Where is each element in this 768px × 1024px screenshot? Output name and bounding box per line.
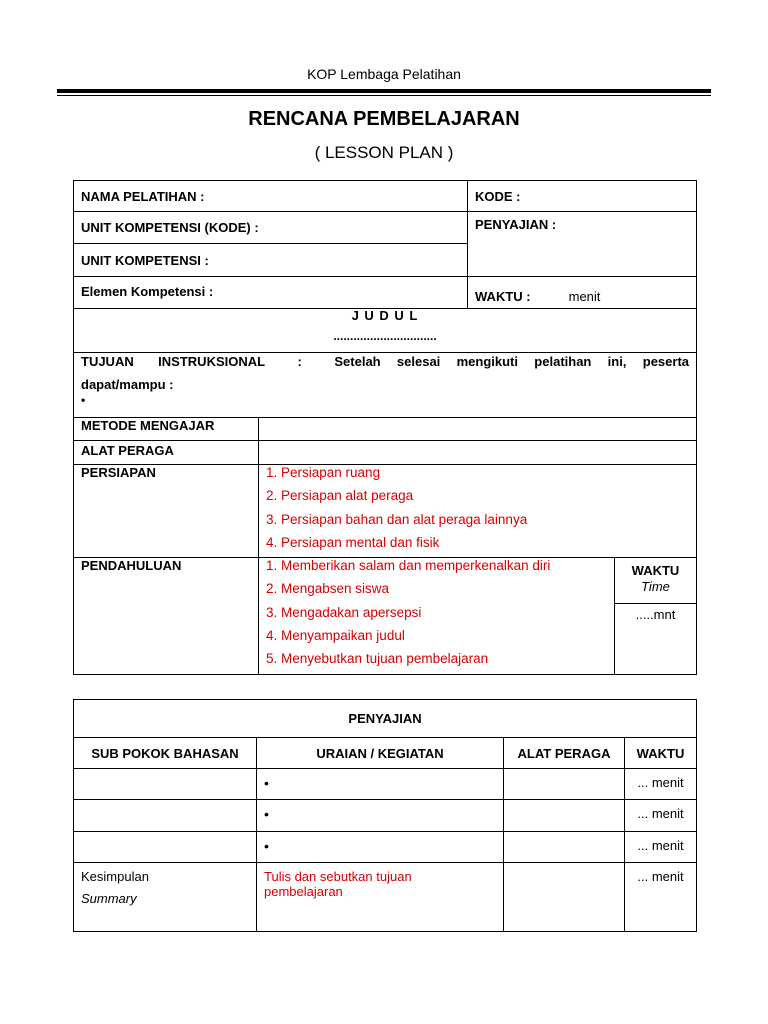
lesson-plan-table — [73, 180, 697, 675]
waktu-cell[interactable] — [625, 832, 697, 863]
unit-kompetensi-kode-label: UNIT KOMPETENSI (KODE) : — [81, 220, 259, 235]
kop-header: KOP Lembaga Pelatihan — [307, 66, 461, 82]
elemen-kompetensi-field[interactable] — [74, 277, 468, 309]
pendahuluan-value[interactable] — [259, 558, 615, 675]
penyajian-label: PENYAJIAN : — [475, 217, 557, 232]
alat-peraga-cell[interactable] — [504, 769, 625, 800]
summary-label: Summary — [81, 891, 137, 906]
list-item: 2. Mengabsen siswa — [266, 581, 390, 597]
metode-mengajar-value[interactable] — [259, 418, 697, 441]
waktu-value: ... menit — [637, 775, 684, 790]
uraian-cell[interactable] — [257, 832, 504, 863]
waktu-value: ... menit — [637, 869, 684, 884]
unit-kompetensi-field[interactable] — [74, 244, 468, 277]
table-row — [74, 832, 697, 863]
col-header-text: ALAT PERAGA — [517, 745, 611, 761]
list-item: 1. Persiapan ruang — [266, 465, 381, 480]
list-item: 5. Menyebutkan tujuan pembelajaran — [266, 651, 489, 667]
metode-mengajar-text: METODE MENGAJAR — [81, 418, 215, 433]
col-header-uraian — [257, 738, 504, 769]
persiapan-list — [266, 461, 689, 554]
pendahuluan-list — [266, 554, 607, 670]
col-header-text: SUB POKOK BAHASAN — [91, 745, 239, 761]
tujuan-line-1: TUJUAN INSTRUKSIONAL : Setelah selesai mengikuti pelatihan ini, peserta — [81, 354, 689, 369]
pendahuluan-waktu-header — [615, 558, 696, 604]
kesimpulan-cell[interactable] — [74, 863, 257, 932]
waktu-unit: menit — [568, 289, 601, 304]
unit-kompetensi-kode-field[interactable] — [74, 212, 468, 244]
pendahuluan-waktu-cell[interactable] — [615, 558, 697, 675]
uraian-bullet: • — [264, 838, 269, 854]
waktu-mnt: .....mnt — [635, 607, 676, 622]
document-title: RENCANA PEMBELAJARAN — [248, 108, 520, 130]
sub-pokok-cell[interactable] — [74, 800, 257, 832]
uraian-bullet: • — [264, 806, 269, 822]
alat-peraga-cell[interactable] — [504, 863, 625, 932]
penyajian-title-text: PENYAJIAN — [348, 711, 422, 726]
sub-pokok-cell[interactable] — [74, 832, 257, 863]
waktu-value: ... menit — [637, 838, 684, 853]
table-row — [74, 800, 697, 832]
judul-cell[interactable] — [74, 309, 697, 353]
list-item: 3. Persiapan bahan dan alat peraga lainnya — [266, 511, 528, 527]
waktu-cell[interactable] — [625, 800, 697, 832]
col-header-sub-pokok — [74, 738, 257, 769]
uraian-cell[interactable] — [257, 800, 504, 832]
unit-kompetensi-label: UNIT KOMPETENSI : — [81, 252, 209, 268]
col-header-waktu — [625, 738, 697, 769]
penyajian-table — [73, 699, 697, 932]
list-item: 3. Mengadakan apersepsi — [266, 604, 422, 620]
table-row — [74, 769, 697, 800]
judul-label: J U D U L — [351, 308, 419, 323]
col-header-text: URAIAN / KEGIATAN — [316, 745, 444, 761]
col-header-text: WAKTU — [636, 745, 685, 761]
list-item: 4. Persiapan mental dan fisik — [266, 534, 440, 550]
kesimpulan-uraian-cell[interactable] — [257, 863, 504, 932]
list-item: 2. Persiapan alat peraga — [266, 488, 414, 504]
alat-peraga-cell[interactable] — [504, 832, 625, 863]
metode-mengajar-label — [74, 418, 259, 441]
uraian-bullet: • — [264, 775, 269, 791]
waktu-label: WAKTU : — [475, 289, 531, 304]
tujuan-instruksional-cell[interactable] — [74, 353, 697, 418]
kode-field[interactable] — [468, 181, 697, 212]
waktu-head: WAKTU — [631, 563, 680, 578]
penyajian-field[interactable] — [468, 212, 697, 277]
col-header-alat-peraga — [504, 738, 625, 769]
waktu-time: Time — [641, 579, 670, 594]
header-rule-thin — [57, 95, 711, 96]
judul-dots: ............................... — [333, 329, 437, 343]
tujuan-bullet: • — [81, 393, 86, 407]
sub-pokok-cell[interactable] — [74, 769, 257, 800]
persiapan-label — [74, 465, 259, 558]
waktu-cell[interactable] — [625, 769, 697, 800]
nama-pelatihan-label: NAMA PELATIHAN : — [81, 188, 205, 204]
elemen-kompetensi-label: Elemen Kompetensi : — [81, 284, 214, 299]
waktu-value: ... menit — [637, 806, 684, 821]
kesimpulan-uraian-line-2: pembelajaran — [264, 884, 343, 899]
persiapan-value[interactable] — [259, 465, 697, 558]
persiapan-text: PERSIAPAN — [81, 465, 156, 480]
list-item: 1. Memberikan salam dan memperkenalkan diri — [266, 558, 551, 573]
alat-peraga-text: ALAT PERAGA — [81, 443, 174, 458]
tujuan-line-2: dapat/mampu : — [81, 377, 174, 392]
alat-peraga-cell[interactable] — [504, 800, 625, 832]
header-rule-thick — [57, 89, 711, 93]
pendahuluan-text: PENDAHULUAN — [81, 558, 182, 573]
uraian-cell[interactable] — [257, 769, 504, 800]
list-item: 4. Menyampaikan judul — [266, 627, 405, 643]
waktu-field[interactable] — [468, 277, 697, 309]
kesimpulan-label: Kesimpulan — [81, 869, 149, 884]
alat-peraga-label — [74, 441, 259, 465]
pendahuluan-label — [74, 558, 259, 675]
nama-pelatihan-field[interactable] — [74, 181, 468, 212]
waktu-cell[interactable] — [625, 863, 697, 932]
document-subtitle: ( LESSON PLAN ) — [314, 143, 454, 162]
kode-label: KODE : — [475, 188, 521, 204]
table-row — [74, 863, 697, 932]
penyajian-title — [74, 700, 697, 738]
kesimpulan-uraian-line-1: Tulis dan sebutkan tujuan — [264, 869, 412, 884]
